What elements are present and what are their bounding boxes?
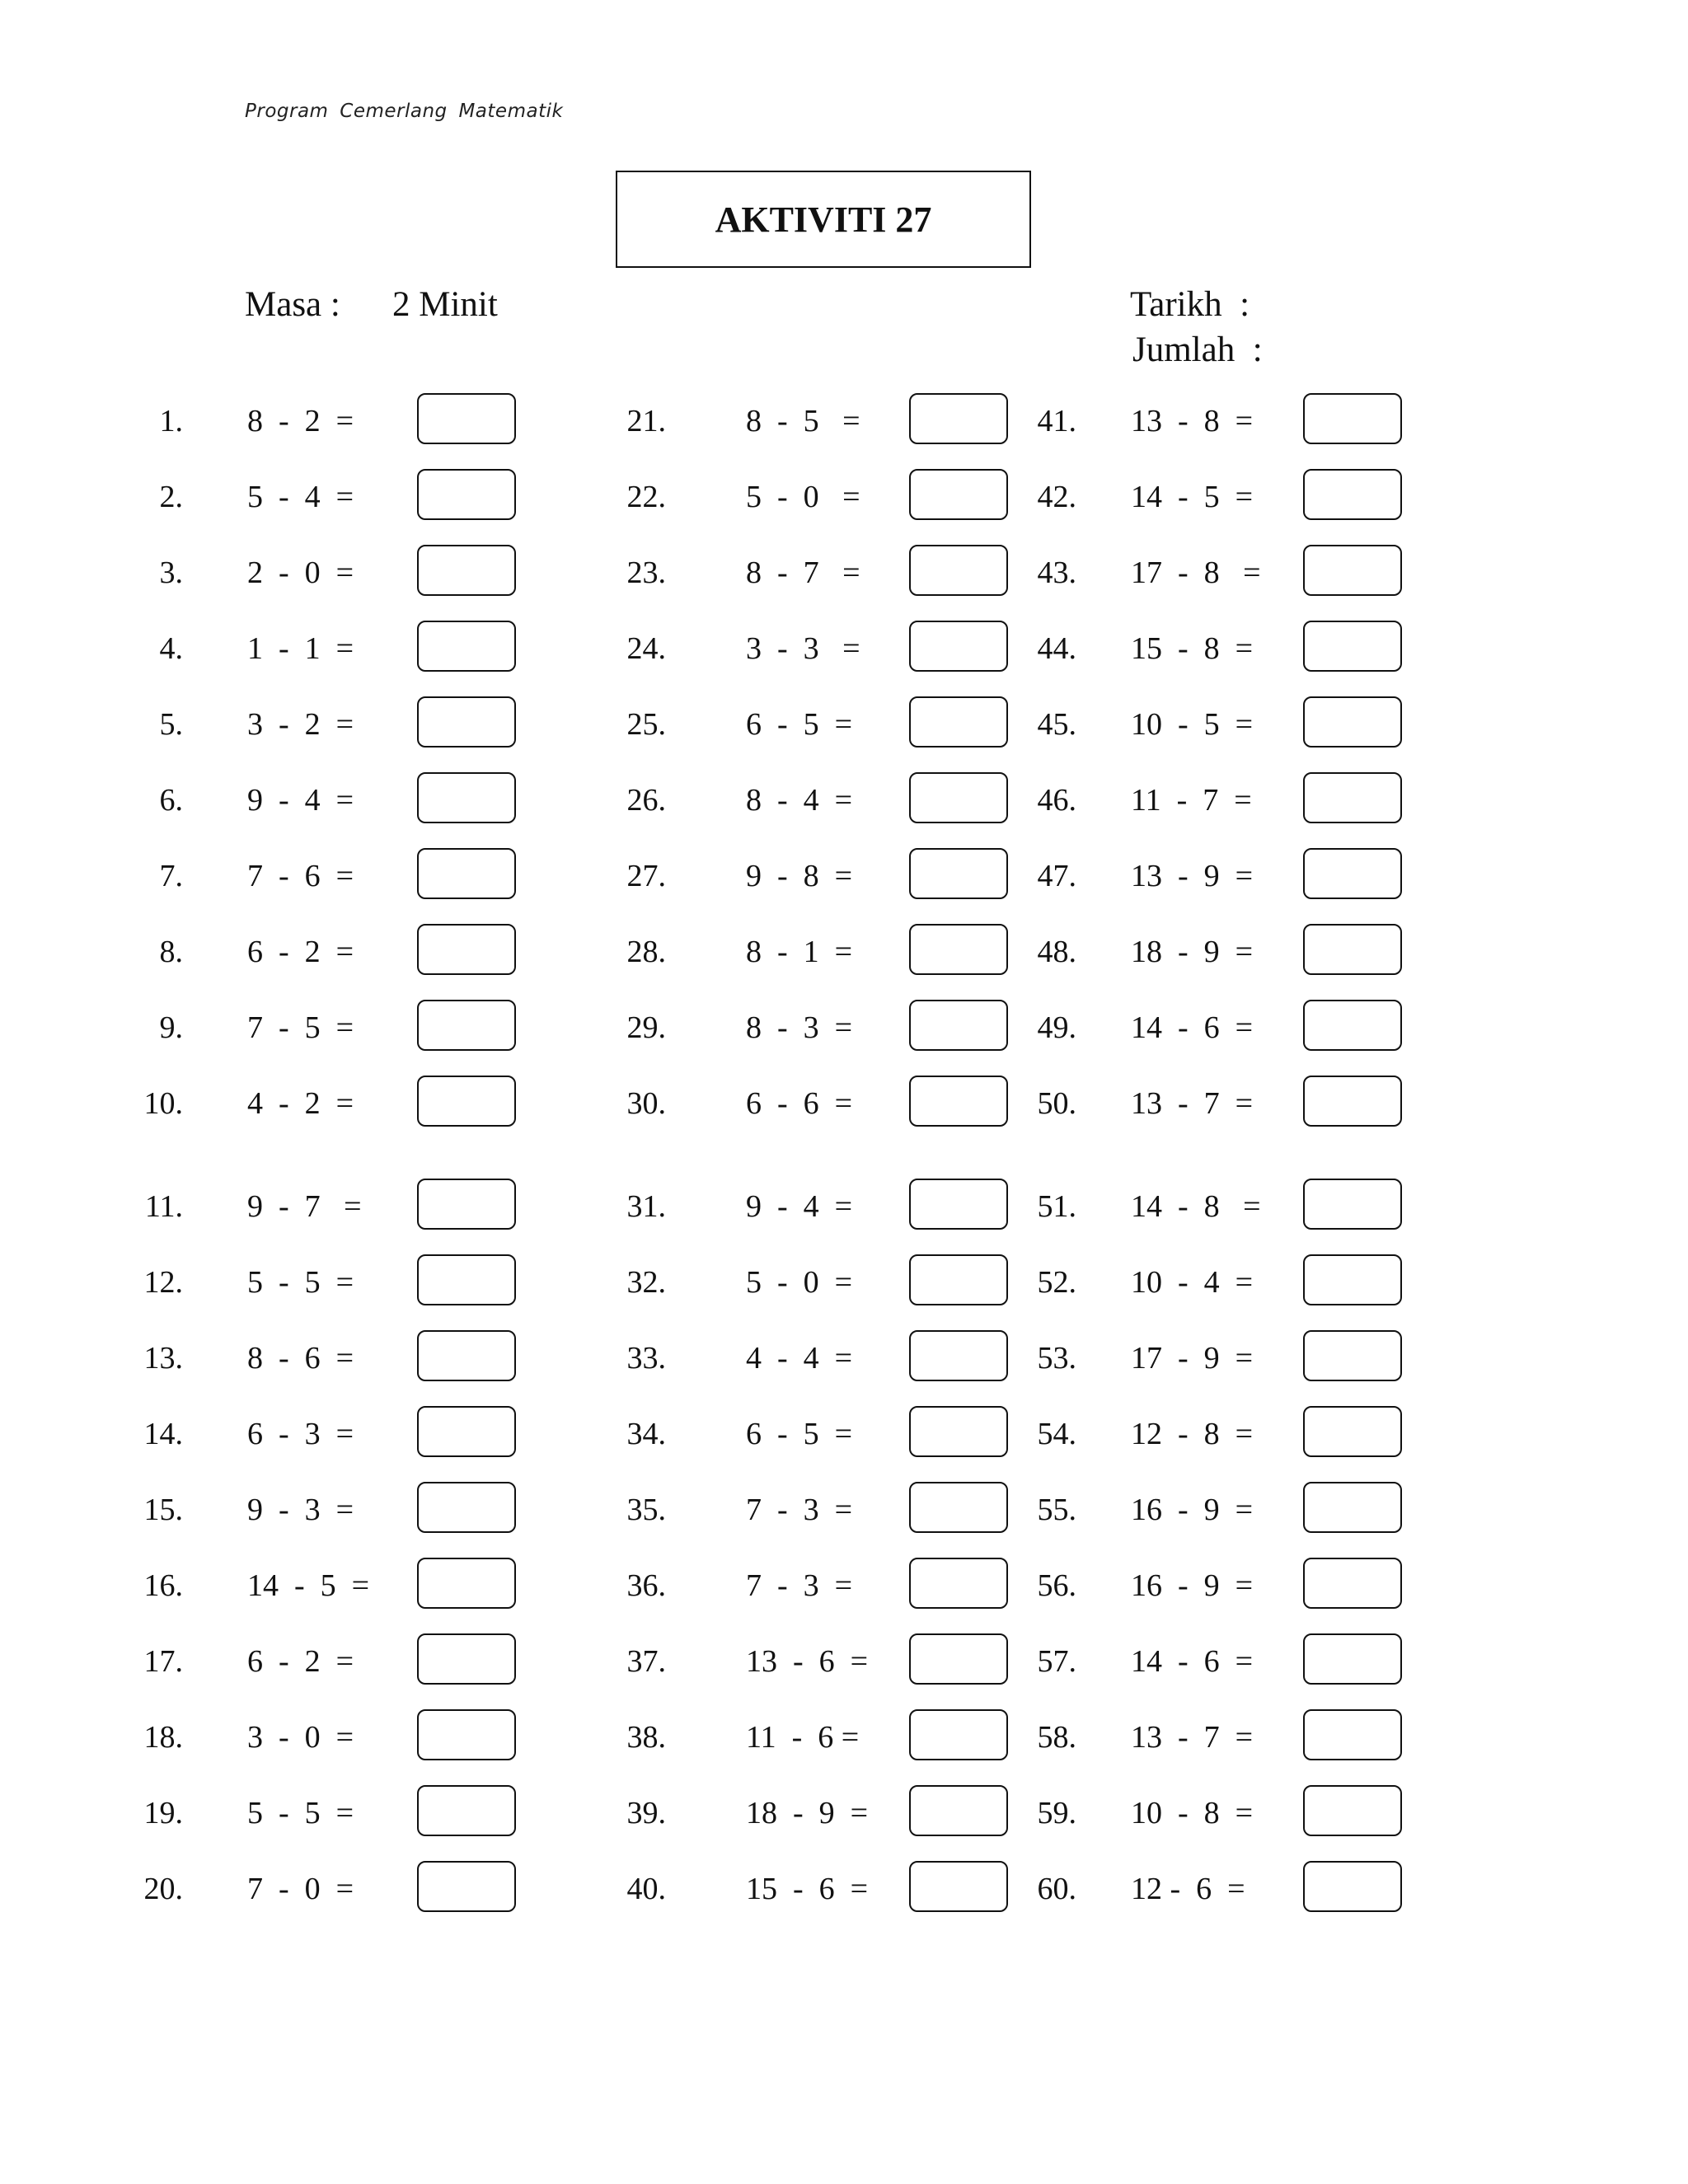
program-header: Program Cemerlang Matematik bbox=[245, 101, 564, 122]
answer-box[interactable] bbox=[1303, 1558, 1402, 1609]
tarikh-label: Tarikh : bbox=[1130, 285, 1250, 324]
question-number: 41. bbox=[1037, 404, 1076, 438]
answer-box[interactable] bbox=[417, 469, 516, 520]
question-expression: 9 - 4 = bbox=[247, 783, 354, 818]
question-number: 48. bbox=[1037, 935, 1076, 969]
question-number: 39. bbox=[626, 1796, 666, 1830]
question-number: 31. bbox=[626, 1189, 666, 1224]
question-expression: 1 - 1 = bbox=[247, 631, 354, 666]
question-expression: 4 - 4 = bbox=[746, 1341, 853, 1376]
question-expression: 15 - 6 = bbox=[746, 1872, 869, 1906]
question-expression: 11 - 6 = bbox=[746, 1720, 860, 1755]
answer-box[interactable] bbox=[417, 1709, 516, 1760]
answer-box[interactable] bbox=[909, 1179, 1008, 1230]
question-expression: 3 - 0 = bbox=[247, 1720, 354, 1755]
question-expression: 9 - 3 = bbox=[247, 1493, 354, 1527]
answer-box[interactable] bbox=[417, 1076, 516, 1127]
answer-box[interactable] bbox=[417, 1558, 516, 1609]
question-expression: 13 - 9 = bbox=[1131, 859, 1254, 893]
answer-box[interactable] bbox=[909, 1254, 1008, 1305]
answer-box[interactable] bbox=[1303, 1179, 1402, 1230]
question-expression: 13 - 7 = bbox=[1131, 1086, 1254, 1121]
question-expression: 14 - 8 = bbox=[1131, 1189, 1261, 1224]
question-expression: 6 - 2 = bbox=[247, 935, 354, 969]
answer-box[interactable] bbox=[909, 1406, 1008, 1457]
question-expression: 8 - 5 = bbox=[746, 404, 860, 438]
question-expression: 5 - 4 = bbox=[247, 480, 354, 514]
answer-box[interactable] bbox=[909, 621, 1008, 672]
question-number: 27. bbox=[626, 859, 666, 893]
question-expression: 17 - 8 = bbox=[1131, 555, 1261, 590]
question-number: 14. bbox=[143, 1417, 183, 1451]
answer-box[interactable] bbox=[909, 1785, 1008, 1836]
answer-box[interactable] bbox=[1303, 1330, 1402, 1381]
question-number: 36. bbox=[626, 1568, 666, 1603]
answer-box[interactable] bbox=[1303, 696, 1402, 748]
question-number: 5. bbox=[159, 707, 183, 742]
question-expression: 17 - 9 = bbox=[1131, 1341, 1254, 1376]
question-expression: 8 - 6 = bbox=[247, 1341, 354, 1376]
question-expression: 5 - 0 = bbox=[746, 480, 860, 514]
question-number: 57. bbox=[1037, 1644, 1076, 1679]
question-number: 58. bbox=[1037, 1720, 1076, 1755]
question-expression: 7 - 5 = bbox=[247, 1010, 354, 1045]
question-number: 55. bbox=[1037, 1493, 1076, 1527]
answer-box[interactable] bbox=[417, 1406, 516, 1457]
answer-box[interactable] bbox=[909, 393, 1008, 444]
answer-box[interactable] bbox=[1303, 1861, 1402, 1912]
question-number: 26. bbox=[626, 783, 666, 818]
question-expression: 7 - 3 = bbox=[746, 1568, 853, 1603]
question-number: 3. bbox=[159, 555, 183, 590]
question-expression: 9 - 4 = bbox=[746, 1189, 853, 1224]
question-number: 21. bbox=[626, 404, 666, 438]
question-number: 34. bbox=[626, 1417, 666, 1451]
question-number: 15. bbox=[143, 1493, 183, 1527]
question-expression: 8 - 7 = bbox=[746, 555, 860, 590]
question-expression: 3 - 2 = bbox=[247, 707, 354, 742]
answer-box[interactable] bbox=[909, 848, 1008, 899]
answer-box[interactable] bbox=[1303, 393, 1402, 444]
question-expression: 7 - 0 = bbox=[247, 1872, 354, 1906]
answer-box[interactable] bbox=[417, 1254, 516, 1305]
question-expression: 10 - 5 = bbox=[1131, 707, 1254, 742]
question-number: 17. bbox=[143, 1644, 183, 1679]
question-expression: 13 - 7 = bbox=[1131, 1720, 1254, 1755]
question-number: 4. bbox=[159, 631, 183, 666]
question-number: 33. bbox=[626, 1341, 666, 1376]
question-number: 60. bbox=[1037, 1872, 1076, 1906]
question-number: 9. bbox=[159, 1010, 183, 1045]
answer-box[interactable] bbox=[417, 1330, 516, 1381]
answer-box[interactable] bbox=[417, 1861, 516, 1912]
question-expression: 3 - 3 = bbox=[746, 631, 860, 666]
question-expression: 4 - 2 = bbox=[247, 1086, 354, 1121]
question-number: 38. bbox=[626, 1720, 666, 1755]
question-number: 46. bbox=[1037, 783, 1076, 818]
question-number: 50. bbox=[1037, 1086, 1076, 1121]
question-number: 23. bbox=[626, 555, 666, 590]
question-expression: 14 - 6 = bbox=[1131, 1010, 1254, 1045]
question-expression: 8 - 3 = bbox=[746, 1010, 853, 1045]
question-number: 37. bbox=[626, 1644, 666, 1679]
question-number: 19. bbox=[143, 1796, 183, 1830]
question-expression: 6 - 3 = bbox=[247, 1417, 354, 1451]
answer-box[interactable] bbox=[417, 848, 516, 899]
question-expression: 16 - 9 = bbox=[1131, 1493, 1254, 1527]
question-expression: 14 - 5 = bbox=[1131, 480, 1254, 514]
answer-box[interactable] bbox=[909, 772, 1008, 823]
question-number: 25. bbox=[626, 707, 666, 742]
question-expression: 10 - 8 = bbox=[1131, 1796, 1254, 1830]
question-expression: 12 - 6 = bbox=[1131, 1872, 1245, 1906]
answer-box[interactable] bbox=[1303, 848, 1402, 899]
answer-box[interactable] bbox=[909, 1558, 1008, 1609]
masa-label: Masa : bbox=[245, 285, 340, 324]
question-expression: 7 - 3 = bbox=[746, 1493, 853, 1527]
answer-box[interactable] bbox=[1303, 772, 1402, 823]
question-number: 54. bbox=[1037, 1417, 1076, 1451]
question-number: 30. bbox=[626, 1086, 666, 1121]
question-number: 53. bbox=[1037, 1341, 1076, 1376]
question-expression: 5 - 5 = bbox=[247, 1796, 354, 1830]
question-number: 2. bbox=[159, 480, 183, 514]
question-number: 47. bbox=[1037, 859, 1076, 893]
question-number: 16. bbox=[143, 1568, 183, 1603]
answer-box[interactable] bbox=[417, 696, 516, 748]
answer-box[interactable] bbox=[1303, 545, 1402, 596]
answer-box[interactable] bbox=[909, 1709, 1008, 1760]
answer-box[interactable] bbox=[909, 1330, 1008, 1381]
question-number: 43. bbox=[1037, 555, 1076, 590]
question-number: 28. bbox=[626, 935, 666, 969]
question-expression: 11 - 7 = bbox=[1131, 783, 1252, 818]
question-number: 32. bbox=[626, 1265, 666, 1300]
question-expression: 13 - 8 = bbox=[1131, 404, 1254, 438]
question-number: 1. bbox=[159, 404, 183, 438]
question-number: 49. bbox=[1037, 1010, 1076, 1045]
answer-box[interactable] bbox=[417, 924, 516, 975]
question-number: 22. bbox=[626, 480, 666, 514]
answer-box[interactable] bbox=[909, 924, 1008, 975]
question-number: 45. bbox=[1037, 707, 1076, 742]
question-expression: 18 - 9 = bbox=[746, 1796, 869, 1830]
answer-box[interactable] bbox=[417, 393, 516, 444]
answer-box[interactable] bbox=[1303, 1785, 1402, 1836]
answer-box[interactable] bbox=[1303, 1076, 1402, 1127]
question-number: 20. bbox=[143, 1872, 183, 1906]
answer-box[interactable] bbox=[909, 1000, 1008, 1051]
answer-box[interactable] bbox=[909, 545, 1008, 596]
question-number: 59. bbox=[1037, 1796, 1076, 1830]
question-expression: 5 - 5 = bbox=[247, 1265, 354, 1300]
answer-box[interactable] bbox=[909, 1861, 1008, 1912]
answer-box[interactable] bbox=[417, 621, 516, 672]
answer-box[interactable] bbox=[909, 696, 1008, 748]
answer-box[interactable] bbox=[909, 469, 1008, 520]
answer-box[interactable] bbox=[417, 772, 516, 823]
question-number: 52. bbox=[1037, 1265, 1076, 1300]
question-expression: 6 - 5 = bbox=[746, 1417, 853, 1451]
question-number: 6. bbox=[159, 783, 183, 818]
question-expression: 16 - 9 = bbox=[1131, 1568, 1254, 1603]
answer-box[interactable] bbox=[1303, 1000, 1402, 1051]
question-expression: 2 - 0 = bbox=[247, 555, 354, 590]
answer-box[interactable] bbox=[417, 1000, 516, 1051]
answer-box[interactable] bbox=[1303, 469, 1402, 520]
question-number: 11. bbox=[144, 1189, 183, 1224]
question-number: 18. bbox=[143, 1720, 183, 1755]
answer-box[interactable] bbox=[1303, 1406, 1402, 1457]
question-expression: 14 - 5 = bbox=[247, 1568, 370, 1603]
answer-box[interactable] bbox=[417, 1633, 516, 1685]
question-expression: 8 - 1 = bbox=[746, 935, 853, 969]
answer-box[interactable] bbox=[1303, 1633, 1402, 1685]
question-number: 29. bbox=[626, 1010, 666, 1045]
answer-box[interactable] bbox=[1303, 924, 1402, 975]
question-expression: 7 - 6 = bbox=[247, 859, 354, 893]
question-number: 44. bbox=[1037, 631, 1076, 666]
answer-box[interactable] bbox=[909, 1076, 1008, 1127]
question-number: 7. bbox=[159, 859, 183, 893]
question-number: 13. bbox=[143, 1341, 183, 1376]
question-expression: 18 - 9 = bbox=[1131, 935, 1254, 969]
answer-box[interactable] bbox=[1303, 1709, 1402, 1760]
question-expression: 9 - 8 = bbox=[746, 859, 853, 893]
answer-box[interactable] bbox=[1303, 1254, 1402, 1305]
answer-box[interactable] bbox=[417, 545, 516, 596]
question-expression: 12 - 8 = bbox=[1131, 1417, 1254, 1451]
question-expression: 6 - 5 = bbox=[746, 707, 853, 742]
activity-title: AKTIVITI 27 bbox=[616, 171, 1031, 268]
question-number: 51. bbox=[1037, 1189, 1076, 1224]
question-number: 12. bbox=[143, 1265, 183, 1300]
answer-box[interactable] bbox=[909, 1482, 1008, 1533]
masa-value: 2 Minit bbox=[392, 285, 498, 324]
question-expression: 14 - 6 = bbox=[1131, 1644, 1254, 1679]
answer-box[interactable] bbox=[417, 1785, 516, 1836]
question-number: 35. bbox=[626, 1493, 666, 1527]
answer-box[interactable] bbox=[909, 1633, 1008, 1685]
question-number: 42. bbox=[1037, 480, 1076, 514]
answer-box[interactable] bbox=[417, 1179, 516, 1230]
question-number: 24. bbox=[626, 631, 666, 666]
question-number: 40. bbox=[626, 1872, 666, 1906]
question-number: 8. bbox=[159, 935, 183, 969]
question-expression: 13 - 6 = bbox=[746, 1644, 869, 1679]
question-expression: 6 - 6 = bbox=[746, 1086, 853, 1121]
question-expression: 9 - 7 = bbox=[247, 1189, 362, 1224]
question-expression: 8 - 2 = bbox=[247, 404, 354, 438]
question-expression: 8 - 4 = bbox=[746, 783, 853, 818]
jumlah-label: Jumlah : bbox=[1132, 330, 1263, 369]
answer-box[interactable] bbox=[417, 1482, 516, 1533]
question-expression: 5 - 0 = bbox=[746, 1265, 853, 1300]
answer-box[interactable] bbox=[1303, 1482, 1402, 1533]
question-expression: 6 - 2 = bbox=[247, 1644, 354, 1679]
question-number: 10. bbox=[143, 1086, 183, 1121]
question-expression: 10 - 4 = bbox=[1131, 1265, 1254, 1300]
question-expression: 15 - 8 = bbox=[1131, 631, 1254, 666]
answer-box[interactable] bbox=[1303, 621, 1402, 672]
question-number: 56. bbox=[1037, 1568, 1076, 1603]
